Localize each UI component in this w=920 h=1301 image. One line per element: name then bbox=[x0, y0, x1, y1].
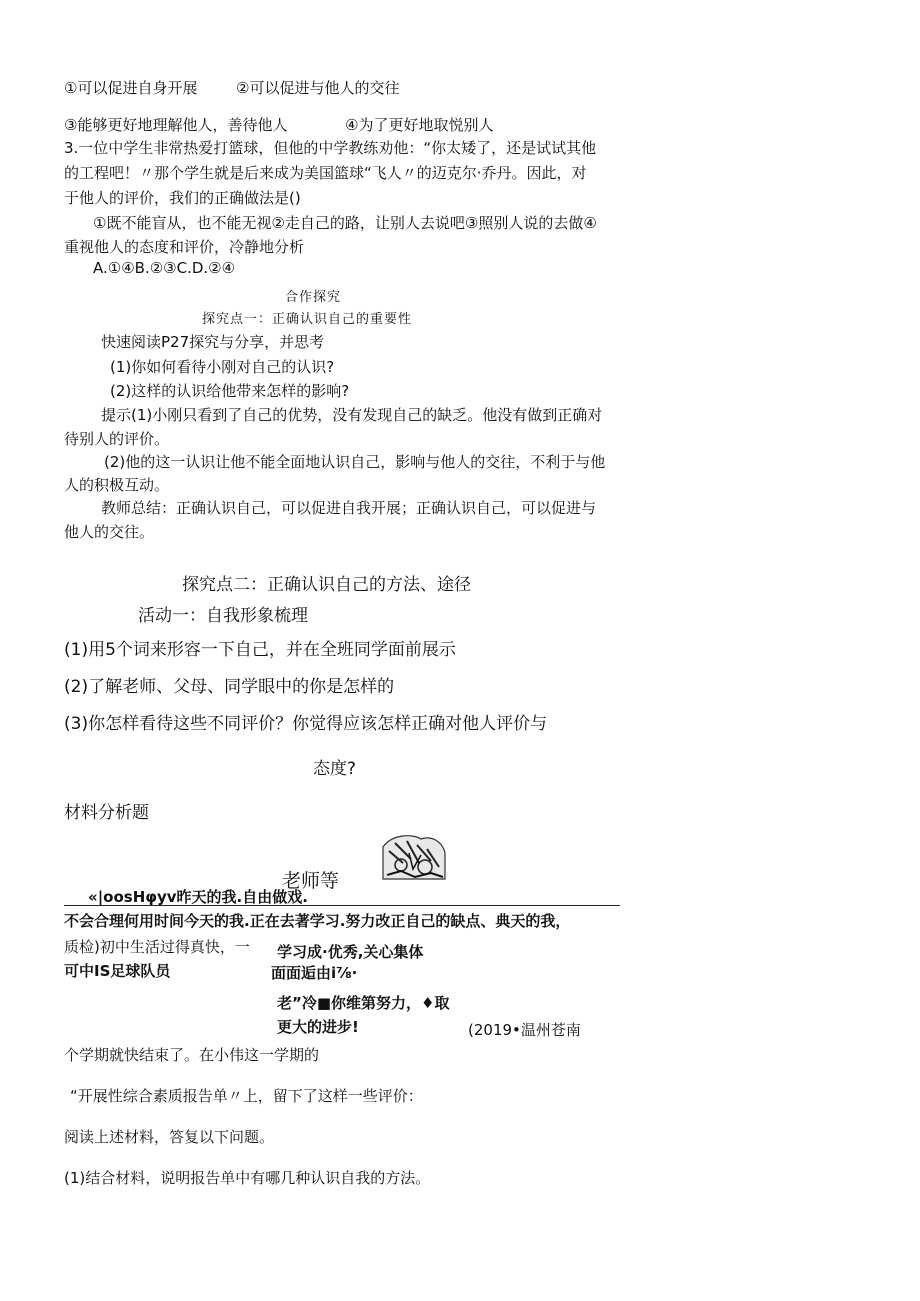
activity-1-heading: 活动一：自我形象梳理 bbox=[138, 606, 308, 626]
material-intro-line-3: “开展性综合素质报告单〃上，留下了这样一些评价： bbox=[70, 1087, 423, 1105]
hint-line-2: 待别人的评价。 bbox=[64, 430, 170, 448]
evaluation-line-1: 学习成·优秀,关心集体 bbox=[277, 943, 424, 961]
option-2: ②可以促进与他人的交往 bbox=[236, 79, 400, 97]
sub-question-1: (1)结合材料，说明报告单中有哪几种认识自我的方法。 bbox=[64, 1169, 431, 1187]
teacher-summary-line-2: 他人的交往。 bbox=[64, 523, 155, 541]
explore-point-1-heading: 探究点一：正确认识自己的重要性 bbox=[202, 312, 413, 327]
question-3-line-1: 3.一位中学生非常热爱打篮球，但他的中学教练劝他：“你太矮了，还是试试其他 bbox=[64, 139, 597, 157]
table-row-today: 不会合理何用时间今天的我.正在去著学习.努力改正自己的缺点、典天的我， bbox=[64, 912, 571, 930]
hint-line-3: (2)他的这一认识让他不能全面地认识自己，影响与他人的交往，不利于与他 bbox=[104, 453, 606, 471]
evaluation-line-4: 更大的进步! bbox=[277, 1018, 359, 1036]
material-intro-line-1: 质检)初中生活过得真快，一 bbox=[64, 938, 250, 956]
question-3-answers: A.①④B.②③C.D.②④ bbox=[93, 259, 236, 277]
activity-task-3: (3)你怎样看待这些不同评价？你觉得应该怎样正确对他人评价与 bbox=[64, 714, 548, 734]
hint-line-4: 人的积极互动。 bbox=[64, 476, 170, 494]
explore-point-2-heading: 探究点二：正确认识自己的方法、途径 bbox=[182, 575, 471, 595]
think-question-1: (1)你如何看待小刚对自己的认识? bbox=[110, 358, 335, 376]
activity-task-3-cont: 态度? bbox=[313, 759, 357, 779]
source-citation: (2019•温州苍南 bbox=[468, 1021, 581, 1039]
evaluation-line-2: 面面逅由i⅞· bbox=[271, 964, 358, 982]
activity-task-1: (1)用5个词来形容一下自己，并在全班同学面前展示 bbox=[64, 640, 456, 660]
teachers-label: 老师等 bbox=[282, 870, 340, 892]
question-instruction: 阅读上述材料，答复以下问题。 bbox=[64, 1128, 275, 1146]
option-3: ③能够更好地理解他人，善待他人 bbox=[64, 116, 288, 134]
question-3-choices-line-1: ①既不能盲从，也不能无视②走自己的路，让别人去说吧③照别人说的去做④ bbox=[93, 214, 597, 232]
evaluation-football-member: 可中IS足球队员 bbox=[64, 962, 171, 980]
table-divider bbox=[64, 905, 620, 906]
evaluation-line-3: 老”冷■你维第努力，♦取 bbox=[277, 994, 450, 1012]
think-question-2: (2)这样的认识给他带来怎样的影响? bbox=[110, 382, 350, 400]
cartoon-image bbox=[381, 833, 447, 883]
option-1: ①可以促进自身开展 bbox=[64, 79, 198, 97]
option-4: ④为了更好地取悦别人 bbox=[345, 116, 494, 134]
activity-task-2: (2)了解老师、父母、同学眼中的你是怎样的 bbox=[64, 677, 395, 697]
teacher-summary-line-1: 教师总结：正确认识自己，可以促进自我开展；正确认识自己，可以促进与 bbox=[101, 499, 597, 517]
material-intro-line-2: 个学期就快结束了。在小伟这一学期的 bbox=[64, 1046, 320, 1064]
question-3-line-3: 于他人的评价，我们的正确做法是() bbox=[64, 189, 301, 207]
question-3-line-2: 的工程吧！〃那个学生就是后来成为美国篮球“飞人〃的迈克尔·乔丹。因此，对 bbox=[64, 164, 587, 182]
section-heading-cooperation: 合作探究 bbox=[285, 290, 342, 305]
reading-instruction: 快速阅读P27探究与分享，并思考 bbox=[101, 333, 325, 351]
hint-line-1: 提示(1)小刚只看到了自己的优势，没有发现自己的缺乏。他没有做到正确对 bbox=[101, 406, 603, 424]
table-row-yesterday: «|oosHφyv昨天的我.自由做戏. bbox=[88, 888, 308, 906]
question-3-choices-line-2: 重视他人的态度和评价，冷静地分析 bbox=[64, 238, 305, 256]
material-analysis-heading: 材料分析题 bbox=[64, 803, 149, 823]
